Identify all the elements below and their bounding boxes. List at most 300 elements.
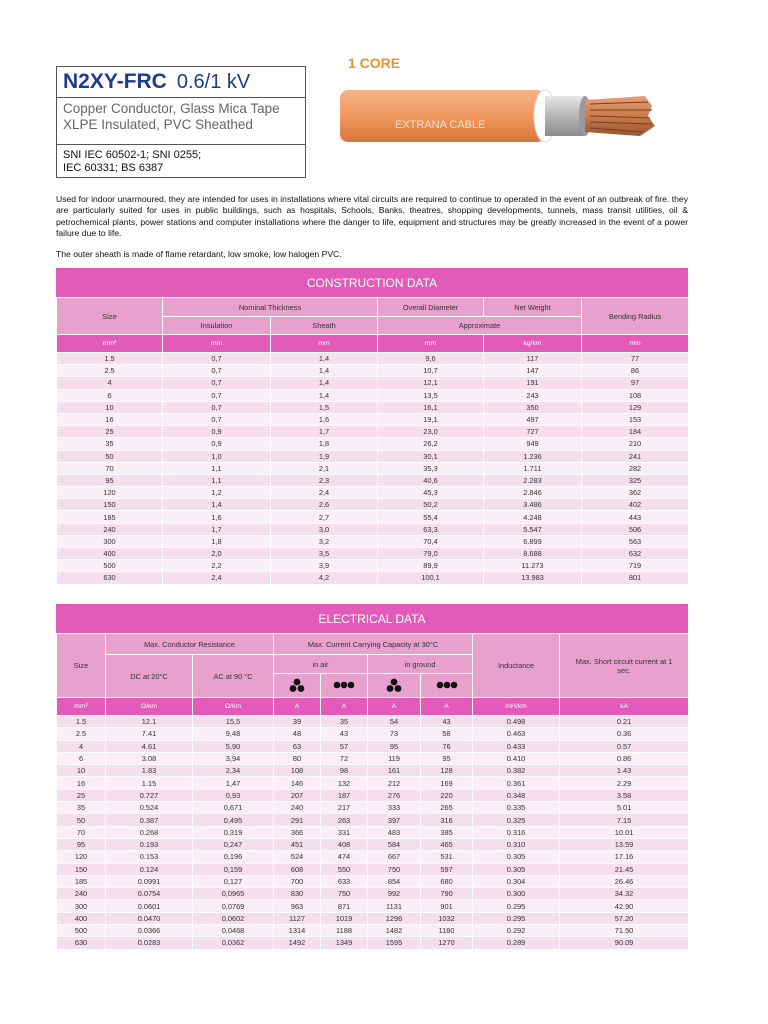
- table-cell: 1019: [321, 912, 368, 924]
- electrical-data-heading: ELECTRICAL DATA: [56, 604, 688, 633]
- table-cell: 0.0283: [106, 937, 193, 949]
- table-cell: 184: [582, 426, 689, 438]
- table-cell: 963: [274, 900, 321, 912]
- table-cell: 0.305: [473, 851, 560, 863]
- table-cell: 4: [57, 377, 163, 389]
- table-row: [57, 925, 689, 937]
- table-cell: 1349: [321, 937, 368, 949]
- table-cell: 4,2: [271, 572, 378, 584]
- table-cell: 331: [321, 826, 368, 838]
- table-cell: 2,0: [163, 548, 271, 560]
- units-row: [57, 335, 689, 353]
- table-cell: 98: [321, 765, 368, 777]
- table-cell: 366: [274, 826, 321, 838]
- table-cell: 0.292: [473, 925, 560, 937]
- table-cell: 0.300: [473, 888, 560, 900]
- table-cell: 26.46: [560, 875, 689, 887]
- table-cell: 265: [421, 802, 473, 814]
- table-cell: 3.08: [106, 752, 193, 764]
- table-cell: 830: [274, 888, 321, 900]
- table-row: [57, 838, 689, 850]
- table-cell: 2,3: [271, 474, 378, 486]
- table-cell: 4.61: [106, 740, 193, 752]
- unit-cell: mm²: [57, 335, 163, 353]
- table-row: [57, 413, 689, 425]
- table-cell: 1,8: [271, 438, 378, 450]
- table-cell: 58: [421, 728, 473, 740]
- table-cell: 333: [368, 802, 421, 814]
- table-cell: 153: [582, 413, 689, 425]
- table-cell: 9,6: [378, 353, 484, 365]
- table-cell: 0,7: [163, 413, 271, 425]
- col-insulation-header: Insulation: [163, 317, 271, 335]
- table-cell: 240: [57, 523, 163, 535]
- table-cell: 0.57: [560, 740, 689, 752]
- table-cell: 108: [274, 765, 321, 777]
- table-cell: 100,1: [378, 572, 484, 584]
- table-cell: 1,6: [163, 511, 271, 523]
- table-cell: 2.283: [484, 474, 582, 486]
- table-cell: 43: [421, 716, 473, 728]
- core-label: 1 CORE: [348, 55, 401, 71]
- product-title-box: [56, 66, 306, 178]
- table-cell: 207: [274, 789, 321, 801]
- table-cell: 54: [368, 716, 421, 728]
- table-cell: 26,2: [378, 438, 484, 450]
- table-cell: 1.43: [560, 765, 689, 777]
- units-row: [57, 698, 689, 716]
- table-cell: 63,3: [378, 523, 484, 535]
- table-cell: 10: [57, 401, 163, 413]
- table-cell: 2,4: [271, 487, 378, 499]
- table-cell: 129: [582, 401, 689, 413]
- table-cell: 0,0602: [193, 912, 274, 924]
- table-cell: 0.348: [473, 789, 560, 801]
- table-cell: 2,6: [271, 499, 378, 511]
- table-cell: 185: [57, 511, 163, 523]
- table-cell: 0.86: [560, 752, 689, 764]
- table-cell: 35: [57, 802, 106, 814]
- table-cell: 45,3: [378, 487, 484, 499]
- table-cell: 608: [274, 863, 321, 875]
- voltage-rating: 0.6/1 kV: [176, 70, 251, 93]
- table-cell: 30,1: [378, 450, 484, 462]
- table-cell: 12.1: [106, 716, 193, 728]
- table-cell: 443: [582, 511, 689, 523]
- table-cell: 35: [321, 716, 368, 728]
- table-cell: 25: [57, 789, 106, 801]
- table-row: [57, 462, 689, 474]
- trefoil-ground-icon: [368, 674, 421, 698]
- table-cell: 19,1: [378, 413, 484, 425]
- table-cell: 86: [582, 365, 689, 377]
- table-cell: 1,4: [271, 377, 378, 389]
- table-cell: 16,1: [378, 401, 484, 413]
- table-row: [57, 740, 689, 752]
- table-cell: 402: [582, 499, 689, 511]
- table-cell: 146: [274, 777, 321, 789]
- table-row: [57, 888, 689, 900]
- table-cell: 15,5: [193, 716, 274, 728]
- table-row: [57, 401, 689, 413]
- table-row: [57, 765, 689, 777]
- col-net-weight-header: Net Weight: [484, 298, 582, 317]
- table-cell: 0,9: [163, 438, 271, 450]
- table-cell: 95: [368, 740, 421, 752]
- table-cell: 0.727: [106, 789, 193, 801]
- unit-cell: Ω/km: [193, 698, 274, 716]
- table-cell: 1131: [368, 900, 421, 912]
- table-cell: 0.316: [473, 826, 560, 838]
- table-cell: 3.486: [484, 499, 582, 511]
- table-cell: 43: [321, 728, 368, 740]
- table-cell: 1492: [274, 937, 321, 949]
- table-cell: 300: [57, 900, 106, 912]
- table-row: [57, 426, 689, 438]
- table-cell: 0.305: [473, 863, 560, 875]
- col-max-resistance-header: Max. Conductor Resistance: [106, 634, 274, 655]
- table-cell: 95: [57, 474, 163, 486]
- unit-cell: kg/km: [484, 335, 582, 353]
- table-cell: 90.09: [560, 937, 689, 949]
- table-cell: 325: [582, 474, 689, 486]
- table-cell: 0,0965: [193, 888, 274, 900]
- table-cell: 2,34: [193, 765, 274, 777]
- table-cell: 35,3: [378, 462, 484, 474]
- table-cell: 119: [368, 752, 421, 764]
- description-line-1: Copper Conductor, Glass Mica Tape: [63, 101, 280, 116]
- table-cell: 72: [321, 752, 368, 764]
- table-cell: 0.335: [473, 802, 560, 814]
- table-cell: 0,0362: [193, 937, 274, 949]
- table-cell: 680: [421, 875, 473, 887]
- col-inductance-header: Inductance: [473, 634, 560, 698]
- col-bending-radius-header: Bending Radius: [582, 298, 689, 335]
- table-cell: 13.59: [560, 838, 689, 850]
- table-cell: 0,196: [193, 851, 274, 863]
- product-model: N2XY-FRC: [63, 70, 167, 93]
- table-cell: 212: [368, 777, 421, 789]
- table-cell: 276: [368, 789, 421, 801]
- table-cell: 220: [421, 789, 473, 801]
- table-cell: 1032: [421, 912, 473, 924]
- table-cell: 0.124: [106, 863, 193, 875]
- table-cell: 13,5: [378, 389, 484, 401]
- table-cell: 524: [274, 851, 321, 863]
- unit-cell: mm²: [57, 698, 106, 716]
- table-cell: 147: [484, 365, 582, 377]
- table-cell: 191: [484, 377, 582, 389]
- flat-ground-icon: [421, 674, 473, 698]
- table-cell: 0.310: [473, 838, 560, 850]
- table-cell: 1,7: [271, 426, 378, 438]
- table-cell: 1,8: [163, 535, 271, 547]
- table-cell: 801: [582, 572, 689, 584]
- col-short-circuit-header: Max. Short circuit current at 1 sec.: [560, 634, 689, 698]
- col-overall-diameter-header: Overall Diameter: [378, 298, 484, 317]
- table-cell: 3.58: [560, 789, 689, 801]
- table-cell: 0.325: [473, 814, 560, 826]
- table-row: [57, 450, 689, 462]
- table-cell: 241: [582, 450, 689, 462]
- table-cell: 0,671: [193, 802, 274, 814]
- table-cell: 21.45: [560, 863, 689, 875]
- table-cell: 2.5: [57, 728, 106, 740]
- table-cell: 597: [421, 863, 473, 875]
- table-cell: 584: [368, 838, 421, 850]
- unit-cell: mm: [582, 335, 689, 353]
- unit-cell: mH/km: [473, 698, 560, 716]
- table-cell: 1482: [368, 925, 421, 937]
- table-cell: 12,1: [378, 377, 484, 389]
- table-cell: 80: [274, 752, 321, 764]
- table-cell: 474: [321, 851, 368, 863]
- table-cell: 350: [484, 401, 582, 413]
- table-cell: 0,159: [193, 863, 274, 875]
- trefoil-air-icon: [274, 674, 321, 698]
- standards: [57, 145, 305, 179]
- table-cell: 132: [321, 777, 368, 789]
- table-cell: 0.289: [473, 937, 560, 949]
- unit-cell: mm: [163, 335, 271, 353]
- table-cell: 7.15: [560, 814, 689, 826]
- table-cell: 0.463: [473, 728, 560, 740]
- table-row: [57, 499, 689, 511]
- table-cell: 3,5: [271, 548, 378, 560]
- table-row: [57, 560, 689, 572]
- table-cell: 50,2: [378, 499, 484, 511]
- table-row: [57, 572, 689, 584]
- table-cell: 1127: [274, 912, 321, 924]
- table-cell: 5.01: [560, 802, 689, 814]
- table-cell: 2.29: [560, 777, 689, 789]
- table-cell: 630: [57, 937, 106, 949]
- table-cell: 1,2: [163, 487, 271, 499]
- table-cell: 0.295: [473, 900, 560, 912]
- table-cell: 531: [421, 851, 473, 863]
- table-cell: 500: [57, 925, 106, 937]
- product-title-row: [57, 67, 305, 98]
- table-cell: 120: [57, 851, 106, 863]
- product-description: [57, 98, 305, 145]
- table-cell: 1270: [421, 937, 473, 949]
- table-cell: 291: [274, 814, 321, 826]
- table-cell: 1,0: [163, 450, 271, 462]
- table-cell: 70: [57, 462, 163, 474]
- table-cell: 0,0468: [193, 925, 274, 937]
- table-row: [57, 863, 689, 875]
- table-cell: 1,9: [271, 450, 378, 462]
- table-row: [57, 875, 689, 887]
- table-cell: 95: [57, 838, 106, 850]
- table-row: [57, 523, 689, 535]
- table-cell: 497: [484, 413, 582, 425]
- electrical-data-table: [56, 633, 689, 950]
- table-cell: 316: [421, 814, 473, 826]
- table-cell: 633: [321, 875, 368, 887]
- table-cell: 25: [57, 426, 163, 438]
- col-in-air-header: in air: [274, 655, 368, 674]
- table-cell: 240: [57, 888, 106, 900]
- table-cell: 0.193: [106, 838, 193, 850]
- unit-cell: A: [321, 698, 368, 716]
- table-cell: 117: [484, 353, 582, 365]
- table-cell: 79,0: [378, 548, 484, 560]
- table-cell: 397: [368, 814, 421, 826]
- table-cell: 632: [582, 548, 689, 560]
- standards-line-2: IEC 60331; BS 6387: [63, 162, 164, 174]
- table-row: [57, 777, 689, 789]
- unit-cell: A: [421, 698, 473, 716]
- table-cell: 719: [582, 560, 689, 572]
- table-cell: 451: [274, 838, 321, 850]
- table-cell: 243: [484, 389, 582, 401]
- table-cell: 1,5: [271, 401, 378, 413]
- construction-data-table: [56, 297, 689, 585]
- table-cell: 667: [368, 851, 421, 863]
- table-cell: 10: [57, 765, 106, 777]
- table-cell: 1,7: [163, 523, 271, 535]
- table-cell: 727: [484, 426, 582, 438]
- table-cell: 790: [421, 888, 473, 900]
- intro-paragraph: Used for indoor unarmoured, they are intended for uses in installations where vital circuits are required to continue to operated in the event of an outbreak of fire. they are particularly suited for uses in public buildings, such as hospitals, Schools, Banks, theatres, shopping developments, tunnels, mass transit utilities, oil & petrochemical plants, power stations and computer installations where the danger to life, equipment and structures may be greatly increased in the event of a power failure due to life.: [56, 194, 688, 239]
- cable-illustration: [340, 80, 690, 152]
- table-cell: 10,7: [378, 365, 484, 377]
- table-row: [57, 716, 689, 728]
- table-cell: 2.846: [484, 487, 582, 499]
- table-cell: 1,6: [271, 413, 378, 425]
- table-cell: 362: [582, 487, 689, 499]
- table-cell: 2.5: [57, 365, 163, 377]
- col-size-header: Size: [57, 298, 163, 335]
- table-cell: 0.382: [473, 765, 560, 777]
- table-cell: 5.547: [484, 523, 582, 535]
- table-cell: 483: [368, 826, 421, 838]
- table-cell: 1,1: [163, 474, 271, 486]
- table-cell: 210: [582, 438, 689, 450]
- table-cell: 120: [57, 487, 163, 499]
- unit-cell: A: [274, 698, 321, 716]
- table-cell: 23,0: [378, 426, 484, 438]
- table-cell: 1314: [274, 925, 321, 937]
- table-cell: 1.5: [57, 716, 106, 728]
- table-cell: 408: [321, 838, 368, 850]
- table-cell: 10.01: [560, 826, 689, 838]
- table-cell: 161: [368, 765, 421, 777]
- table-cell: 0,7: [163, 389, 271, 401]
- table-cell: 1,1: [163, 462, 271, 474]
- table-row: [57, 802, 689, 814]
- table-cell: 5,90: [193, 740, 274, 752]
- table-cell: 3,9: [271, 560, 378, 572]
- table-cell: 2,4: [163, 572, 271, 584]
- table-cell: 35: [57, 438, 163, 450]
- table-cell: 400: [57, 548, 163, 560]
- table-cell: 73: [368, 728, 421, 740]
- table-cell: 2,7: [271, 511, 378, 523]
- table-row: [57, 377, 689, 389]
- table-cell: 0,93: [193, 789, 274, 801]
- table-cell: 1,47: [193, 777, 274, 789]
- table-cell: 506: [582, 523, 689, 535]
- table-cell: 40,6: [378, 474, 484, 486]
- table-cell: 95: [421, 752, 473, 764]
- table-cell: 71.50: [560, 925, 689, 937]
- table-cell: 1296: [368, 912, 421, 924]
- table-cell: 1,4: [271, 365, 378, 377]
- table-cell: 949: [484, 438, 582, 450]
- table-cell: 34.32: [560, 888, 689, 900]
- table-cell: 50: [57, 450, 163, 462]
- table-row: [57, 900, 689, 912]
- table-cell: 550: [321, 863, 368, 875]
- table-cell: 11.273: [484, 560, 582, 572]
- table-cell: 0.295: [473, 912, 560, 924]
- table-cell: 0.21: [560, 716, 689, 728]
- table-row: [57, 789, 689, 801]
- table-row: [57, 752, 689, 764]
- unit-cell: mm: [378, 335, 484, 353]
- col-dc-header: DC at 20°C: [106, 655, 193, 698]
- cable-print-label: EXTRANA CABLE: [395, 119, 486, 131]
- table-cell: 1.83: [106, 765, 193, 777]
- standards-line-1: SNI IEC 60502-1; SNI 0255;: [63, 149, 202, 161]
- unit-cell: Ω/km: [106, 698, 193, 716]
- table-cell: 0,319: [193, 826, 274, 838]
- table-row: [57, 365, 689, 377]
- table-cell: 9,48: [193, 728, 274, 740]
- table-cell: 0.524: [106, 802, 193, 814]
- table-cell: 1.236: [484, 450, 582, 462]
- table-cell: 2,1: [271, 462, 378, 474]
- table-cell: 0.0991: [106, 875, 193, 887]
- construction-data-heading: CONSTRUCTION DATA: [56, 268, 688, 297]
- table-cell: 0,9: [163, 426, 271, 438]
- table-cell: 8.688: [484, 548, 582, 560]
- table-cell: 0,7: [163, 377, 271, 389]
- col-in-ground-header: in ground: [368, 655, 473, 674]
- table-cell: 240: [274, 802, 321, 814]
- table-cell: 76: [421, 740, 473, 752]
- table-cell: 150: [57, 499, 163, 511]
- table-cell: 854: [368, 875, 421, 887]
- table-cell: 0.304: [473, 875, 560, 887]
- col-nominal-thickness-header: Nominal Thickness: [163, 298, 378, 317]
- table-cell: 385: [421, 826, 473, 838]
- table-cell: 13.983: [484, 572, 582, 584]
- table-cell: 48: [274, 728, 321, 740]
- table-cell: 97: [582, 377, 689, 389]
- table-cell: 1595: [368, 937, 421, 949]
- table-cell: 128: [421, 765, 473, 777]
- table-cell: 150: [57, 863, 106, 875]
- table-cell: 0.153: [106, 851, 193, 863]
- table-cell: 3,2: [271, 535, 378, 547]
- table-cell: 0.410: [473, 752, 560, 764]
- unit-cell: mm: [271, 335, 378, 353]
- table-cell: 0,495: [193, 814, 274, 826]
- table-row: [57, 438, 689, 450]
- table-cell: 300: [57, 535, 163, 547]
- table-row: [57, 353, 689, 365]
- flat-air-icon: [321, 674, 368, 698]
- table-cell: 630: [57, 572, 163, 584]
- table-cell: 187: [321, 789, 368, 801]
- table-cell: 901: [421, 900, 473, 912]
- table-cell: 0.498: [473, 716, 560, 728]
- col-approximate-header: Approximate: [378, 317, 582, 335]
- table-cell: 282: [582, 462, 689, 474]
